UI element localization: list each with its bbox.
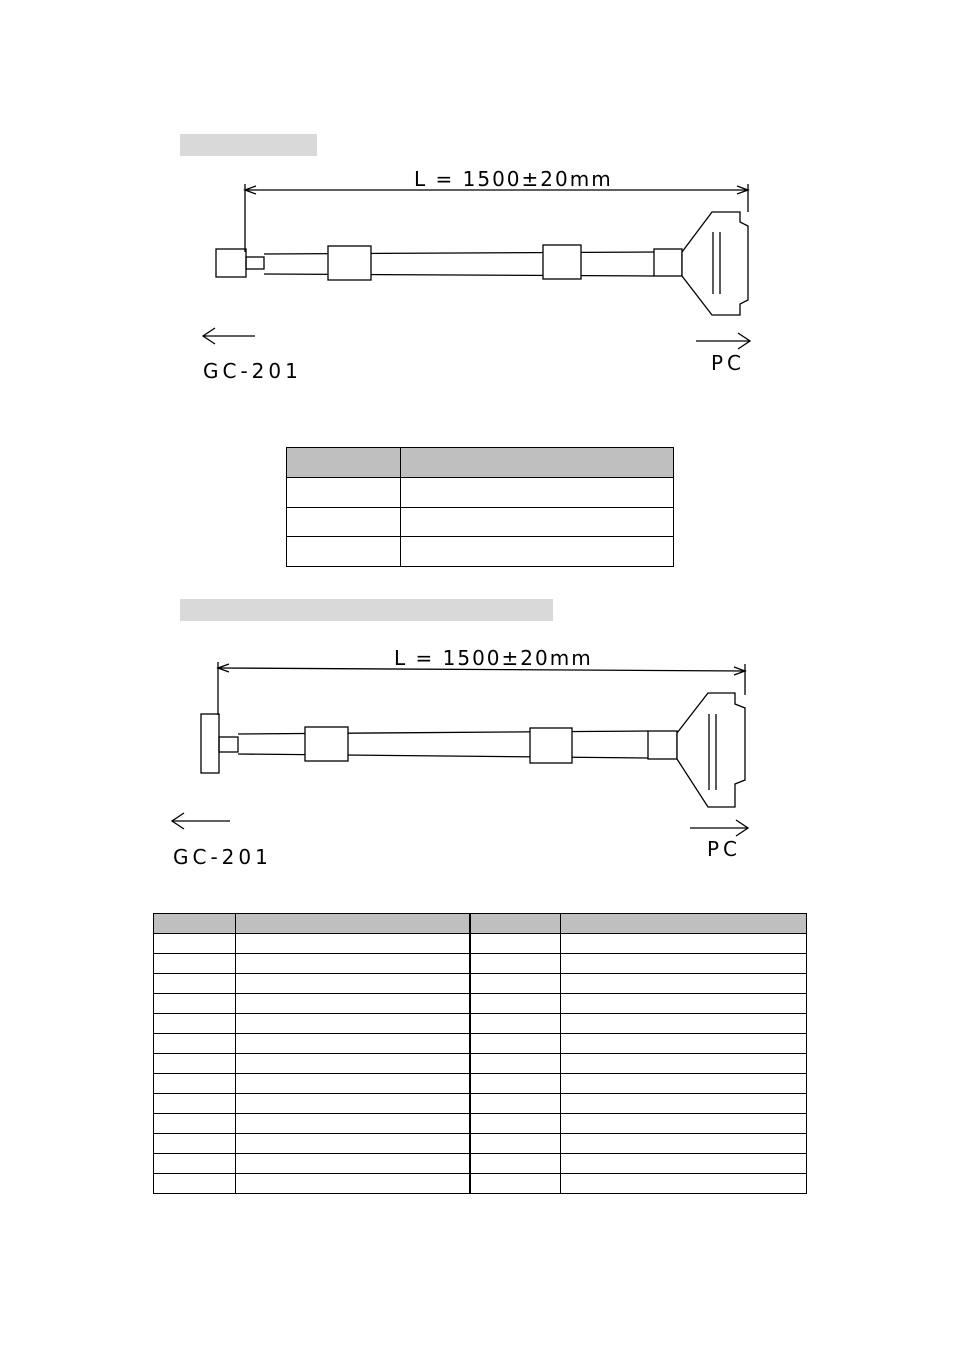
pin-table-header (154, 914, 236, 934)
pin-table-cell (236, 1094, 470, 1114)
pin-table-cell (236, 1134, 470, 1154)
cable-bottom (238, 754, 648, 758)
pin-table-cell (236, 1114, 470, 1134)
pin-table-cell (561, 1054, 807, 1074)
pin-table-cell (470, 994, 561, 1014)
table-row (154, 1174, 807, 1194)
pin-table-cell (561, 1154, 807, 1174)
pin-table-cell (154, 994, 236, 1014)
pin-table-cell (561, 994, 807, 1014)
length-label: L = 1500±20mm (394, 646, 593, 670)
pin-table-cell (154, 1094, 236, 1114)
pin-table-cell (236, 974, 470, 994)
pin-table-cell (470, 1054, 561, 1074)
pin-table-cell (561, 1034, 807, 1054)
pin-table-cell (470, 1034, 561, 1054)
pc-label: PC (711, 351, 746, 375)
pin-table-cell (236, 1054, 470, 1074)
pin-table-cell (470, 974, 561, 994)
pin-table-header (470, 914, 561, 934)
ferrite-core-left (305, 727, 348, 761)
pin-table-header (236, 914, 470, 934)
pin-table-cell (470, 1074, 561, 1094)
pin-table-cell (154, 1054, 236, 1074)
right-dsub-connector (677, 693, 745, 807)
pin-table-cell (561, 1074, 807, 1094)
pin-table-cell (236, 1174, 470, 1194)
table-row (154, 1054, 807, 1074)
pin-table-cell (561, 934, 807, 954)
pin-table-cell (561, 1014, 807, 1034)
pin-table-cell (236, 954, 470, 974)
pin-table-cell (561, 1174, 807, 1194)
pin-table-cell (561, 1134, 807, 1154)
length-label: L = 1500±20mm (414, 167, 613, 191)
pin-table-cell (561, 1114, 807, 1134)
pin-table-cell (154, 1114, 236, 1134)
pin-table-cell (154, 1034, 236, 1054)
ferrite-core-right (530, 728, 572, 763)
pin-table-cell (470, 1154, 561, 1174)
table-row (154, 1034, 807, 1054)
table-row (154, 974, 807, 994)
table-row (154, 1114, 807, 1134)
pin-table-cell (236, 1154, 470, 1174)
pin-table-cell (236, 1034, 470, 1054)
table-row (154, 934, 807, 954)
pin-table-cell (470, 954, 561, 974)
table-row (154, 1154, 807, 1174)
left-connector (201, 714, 219, 773)
pin-table-cell (470, 1114, 561, 1134)
table-row (154, 1134, 807, 1154)
pin-table-cell (561, 974, 807, 994)
pin-table-cell (154, 1154, 236, 1174)
pin-table-cell (561, 1094, 807, 1114)
table-row (154, 1014, 807, 1034)
pin-table-cell (154, 1134, 236, 1154)
pin-table-cell (236, 994, 470, 1014)
cable-top (238, 731, 648, 734)
table-row (154, 954, 807, 974)
pin-table-cell (154, 934, 236, 954)
gc201-label: GC-201 (173, 845, 272, 869)
pin-table-cell (154, 1174, 236, 1194)
left-connector-neck (219, 737, 238, 752)
pin-table-cell (236, 1074, 470, 1094)
pin-table-cell (470, 1014, 561, 1034)
pin-table-cell (470, 1174, 561, 1194)
table-row (154, 1074, 807, 1094)
pin-table-cell (154, 1074, 236, 1094)
pin-table-cell (236, 934, 470, 954)
pin-table (153, 913, 807, 1194)
table-row (154, 1094, 807, 1114)
pin-table-cell (470, 1134, 561, 1154)
pin-table-cell (470, 1094, 561, 1114)
right-connector-boot (648, 731, 677, 759)
pin-table-cell (154, 1014, 236, 1034)
pin-table-cell (470, 934, 561, 954)
pin-table-cell (561, 954, 807, 974)
pin-table-header (561, 914, 807, 934)
pin-table-cell (236, 1014, 470, 1034)
pin-table-cell (154, 974, 236, 994)
table-row (154, 994, 807, 1014)
gc201-label: GC-201 (203, 359, 302, 383)
pc-label: PC (707, 837, 742, 861)
pin-table-cell (154, 954, 236, 974)
